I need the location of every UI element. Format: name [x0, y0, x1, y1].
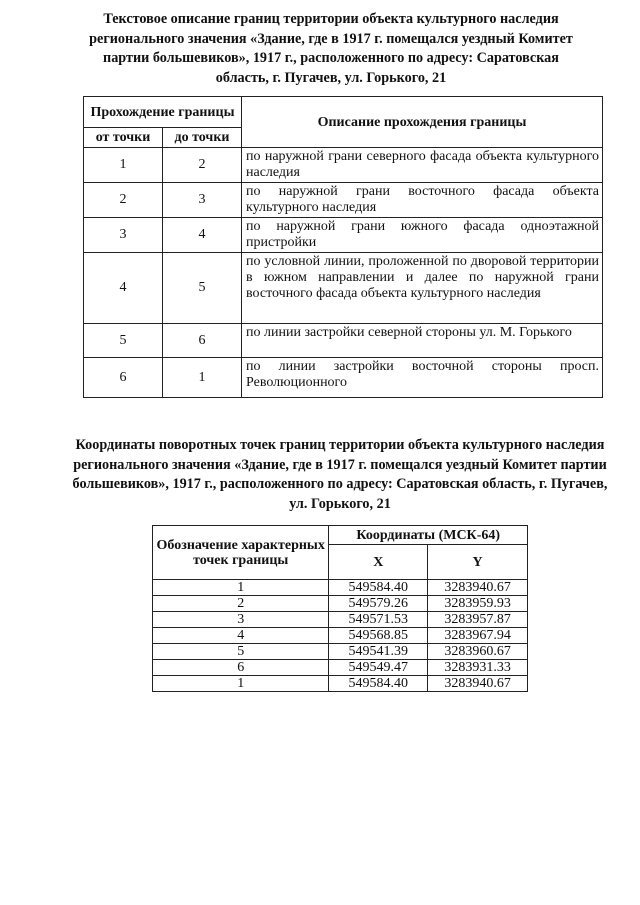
description-cell: по линии застройки северной стороны ул. М. Горького [242, 324, 603, 358]
x-cell: 549541.39 [329, 644, 428, 660]
x-cell: 549549.47 [329, 660, 428, 676]
boundary-description-table [83, 96, 603, 398]
table-row [153, 676, 528, 692]
table-row [153, 596, 528, 612]
header-coordinates: Координаты (МСК-64) [329, 526, 528, 545]
table-row [153, 612, 528, 628]
header-boundary-description: Описание прохождения границы [242, 97, 603, 148]
point-cell: 2 [153, 596, 329, 612]
header-to-point: до точки [163, 128, 242, 148]
description-cell: по наружной грани северного фасада объекта культурного наследия [242, 148, 603, 183]
x-cell: 549571.53 [329, 612, 428, 628]
from-point-cell: 2 [84, 183, 163, 218]
to-point-cell: 1 [163, 358, 242, 398]
y-cell: 3283959.93 [428, 596, 528, 612]
header-from-point: от точки [84, 128, 163, 148]
to-point-cell: 5 [163, 253, 242, 324]
table-row [84, 218, 603, 253]
from-point-cell: 4 [84, 253, 163, 324]
x-cell: 549584.40 [329, 580, 428, 596]
coordinates-title: Координаты поворотных точек границ территории объекта культурного наследия регионального значения «Здание, где в 1917 г. помещался уездный Комитет партии большевиков», 1917 г., расположенного по адресу: Саратовская область, г. Пугачев, ул. Горького, 21 [72, 437, 608, 512]
table-row [84, 148, 603, 183]
x-cell: 549579.26 [329, 596, 428, 612]
from-point-cell: 3 [84, 218, 163, 253]
header-point-designation: Обозначение характерных точек границы [153, 526, 329, 580]
from-point-cell: 1 [84, 148, 163, 183]
y-cell: 3283931.33 [428, 660, 528, 676]
y-cell: 3283940.67 [428, 676, 528, 692]
description-cell: по линии застройки восточной стороны просп. Революционного [242, 358, 603, 398]
point-cell: 1 [153, 676, 329, 692]
header-y: Y [428, 545, 528, 580]
point-cell: 3 [153, 612, 329, 628]
table-row [84, 358, 603, 398]
description-cell: по условной линии, проложенной по дворовой территории в южном направлении и далее по наружной грани восточного фасада объекта культурного наследия [242, 253, 603, 324]
point-cell: 5 [153, 644, 329, 660]
table-row [153, 580, 528, 596]
header-x: X [329, 545, 428, 580]
from-point-cell: 5 [84, 324, 163, 358]
coordinates-table [152, 525, 528, 692]
table-row [153, 628, 528, 644]
point-cell: 1 [153, 580, 329, 596]
x-cell: 549584.40 [329, 676, 428, 692]
to-point-cell: 2 [163, 148, 242, 183]
y-cell: 3283960.67 [428, 644, 528, 660]
y-cell: 3283957.87 [428, 612, 528, 628]
description-cell: по наружной грани южного фасада одноэтажной пристройки [242, 218, 603, 253]
header-boundary-passage: Прохождение границы [84, 97, 242, 128]
table-row [153, 660, 528, 676]
table-row [84, 324, 603, 358]
to-point-cell: 3 [163, 183, 242, 218]
description-cell: по наружной грани восточного фасада объекта культурного наследия [242, 183, 603, 218]
x-cell: 549568.85 [329, 628, 428, 644]
table-row [84, 183, 603, 218]
point-cell: 4 [153, 628, 329, 644]
y-cell: 3283967.94 [428, 628, 528, 644]
table-row [84, 253, 603, 324]
from-point-cell: 6 [84, 358, 163, 398]
y-cell: 3283940.67 [428, 580, 528, 596]
boundary-description-title: Текстовое описание границ территории объекта культурного наследия регионального значения «Здание, где в 1917 г. помещался уездный Комитет партии большевиков», 1917 г., расположенного по адресу: Саратовская область, г. Пугачев, ул. Горького, 21 [89, 11, 573, 86]
table-row [153, 644, 528, 660]
to-point-cell: 6 [163, 324, 242, 358]
point-cell: 6 [153, 660, 329, 676]
to-point-cell: 4 [163, 218, 242, 253]
